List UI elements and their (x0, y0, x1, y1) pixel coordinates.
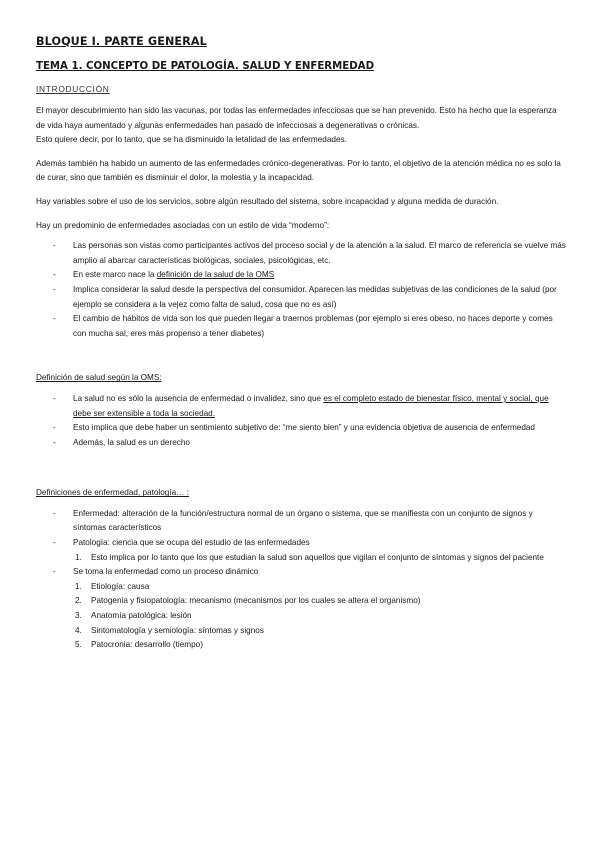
list-item: - Implica considerar la salud desde la perspectiva del consumidor. Aparecen las medidas subjetivas de las condiciones de la salud (por ejemplo se considera a la vejez como falta de salud, cosa que no es así) (36, 283, 566, 312)
list-item-text: Patología: ciencia que se ocupa del estudio de las enfermedades (73, 538, 310, 548)
list-item: - Enfermedad: alteración de la función/estructura normal de un órgano o sistema, que se manifiesta con un conjunto de signos y síntomas característicos (36, 507, 566, 536)
enf-section-title: Definiciones de enfermedad, patología… : (36, 488, 189, 498)
oms-definition-link: definición de la salud de la OMS (156, 270, 275, 280)
list-item: - Esto implica que debe haber un sentimiento subjetivo de: “me siento bien” y una evidencia objetiva de ausencia de enfermedad (36, 421, 566, 436)
intro-heading: INTRODUCCIÓN (36, 84, 110, 94)
sublist-item (36, 638, 566, 653)
sublist-number: 1. (75, 552, 82, 562)
bloque-heading: BLOQUE I. PARTE GENERAL (36, 35, 207, 48)
list-item: - El cambio de hábitos de vida son los que pueden llegar a traernos problemas (por ejemplo si eres obeso, no haces deporte y comes con mucha sal, eres más propenso a tener diabetes) (36, 312, 566, 341)
list-item: - Las personas son vistas como participantes activos del proceso social y de la atención a la salud. El marco de referencia se vuelve más amplio al abarcar características biológicas, sociales, psicológicas, etc. (36, 239, 566, 268)
intro-paragraph-3: Hay variables sobre el uso de los servicios, sobre algún resultado del sistema, sobre incapacidad y alguna medida de duración. (36, 196, 499, 206)
list-item (36, 392, 566, 421)
intro-paragraph-4: Hay un predominio de enfermedades asociadas con un estilo de vida “moderno”: (36, 220, 330, 230)
moderno-list (36, 239, 566, 341)
sublist-text: Sintomatología y semiología: síntomas y signos (91, 625, 264, 635)
sublist-text: Etiología: causa (91, 581, 150, 591)
intro-paragraph-1: El mayor descubrimiento han sido las vacunas, por todas las enfermedades infecciosas que se han prevenido. Esto ha hecho que la esperanza de vida haya aumentado y algunas enfermedades han pasado de infecciosas a degenerativas o crónicas. (36, 106, 557, 130)
list-item (36, 536, 566, 565)
list-item: - Además, la salud es un derecho (36, 436, 566, 451)
list-item (36, 268, 566, 283)
sublist-number: 2. (75, 596, 82, 606)
sublist-item (36, 580, 566, 595)
sublist-number: 4. (75, 625, 82, 635)
patologia-sublist (36, 551, 566, 566)
enf-list (36, 507, 566, 653)
document-page (36, 34, 566, 653)
sublist-text: Anatomía patológica: lesión (91, 611, 192, 621)
sublist-text: Esto implica por lo tanto que los que estudian la salud son aquellos que vigilan el conjunto de síntomas y signos del paciente (91, 552, 544, 562)
sublist-item (36, 551, 566, 566)
sublist-text: Patogenia y fisiopatología: mecanismo (mecanismos por los cuales se altera el organismo) (91, 596, 421, 606)
sublist-text: Patocronia: desarrollo (tiempo) (91, 640, 203, 650)
list-item-text: En este marco nace la (73, 270, 157, 280)
list-item-underlined-text: es el completo estado de bienestar físico, mental y social, que debe ser extensible a toda la sociedad. (73, 393, 549, 418)
list-item-text: Se toma la enfermedad como un proceso dinámico (73, 567, 259, 577)
tema-heading: TEMA 1. CONCEPTO DE PATOLOGÍA. SALUD Y ENFERMEDAD (36, 61, 375, 72)
sublist-number: 1. (75, 581, 82, 591)
proceso-sublist (36, 580, 566, 653)
list-item-text: La salud no es sólo la ausencia de enfermedad o invalidez, sino que (73, 393, 324, 403)
sublist-item (36, 609, 566, 624)
intro-paragraph-2: Además también ha habido un aumento de las enfermedades crónico-degenerativas. Por lo tanto, el objetivo de la atención médica no es solo la de curar, sino que también es disminuir el dolor, la molestia y la incapacidad. (36, 158, 561, 183)
sublist-number: 5. (75, 640, 82, 650)
oms-list (36, 392, 566, 450)
list-item (36, 565, 566, 653)
sublist-item (36, 594, 566, 609)
oms-section-title: Definición de salud según la OMS: (36, 373, 162, 383)
sublist-number: 3. (75, 611, 82, 621)
sublist-item (36, 624, 566, 639)
intro-paragraph-1b: Esto quiere decir, por lo tanto, que se ha disminuido la letalidad de las enfermedades. (36, 135, 347, 145)
